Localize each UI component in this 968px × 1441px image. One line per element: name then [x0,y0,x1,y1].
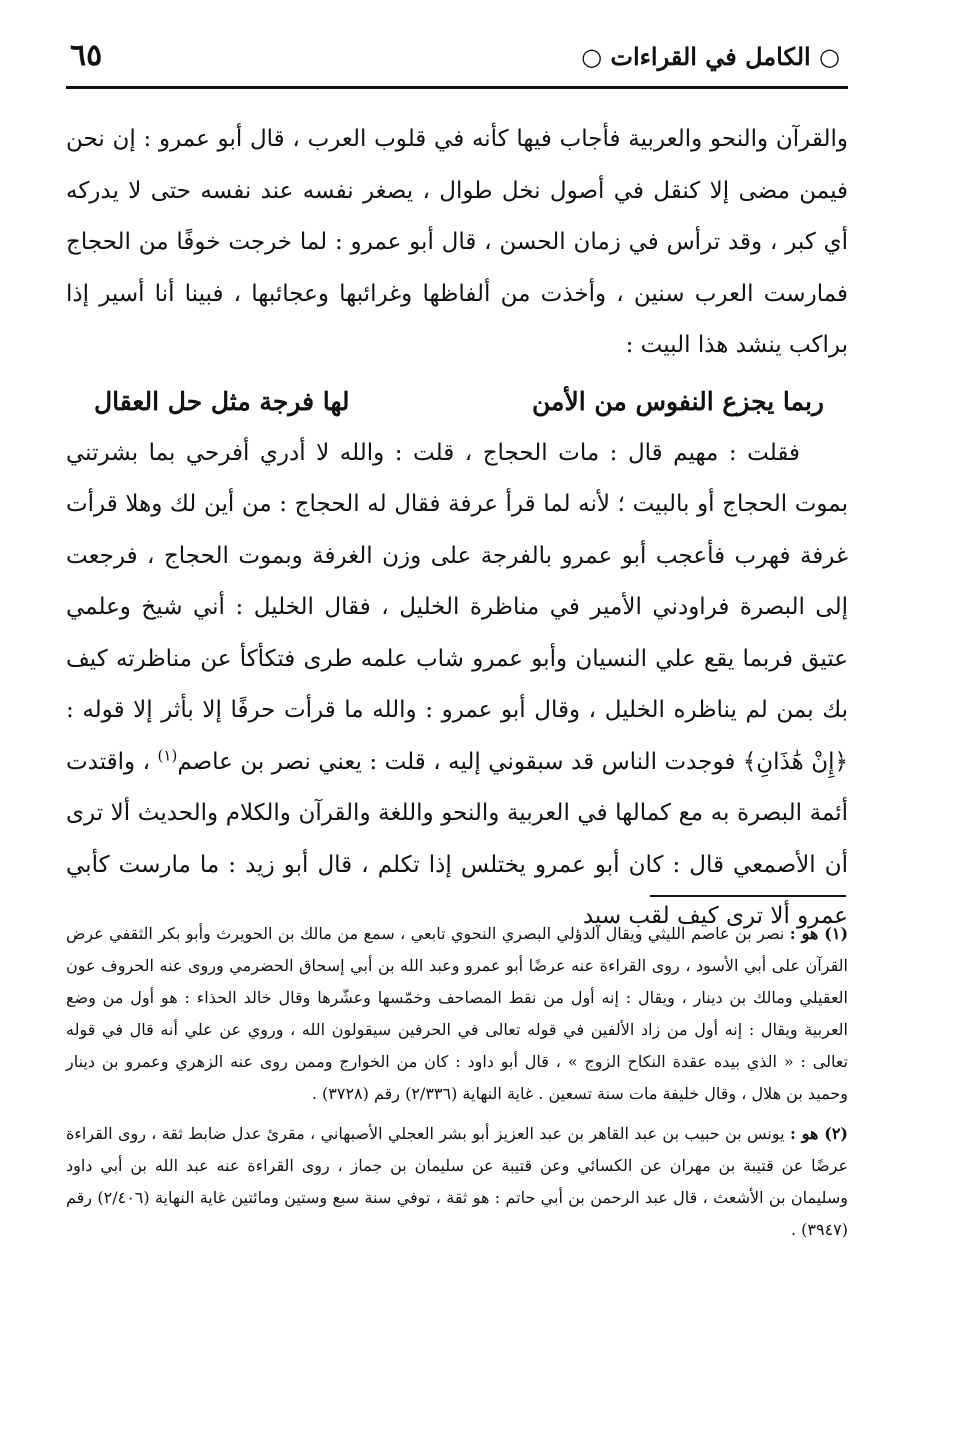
footnote-2 [66,1118,848,1246]
poem-verse [66,376,848,428]
quran-quote: ﴿إِنْ هَٰذَانِ﴾ [742,748,849,775]
paragraph-2 [66,428,848,943]
paragraph-2-text-a: فقلت : مهيم قال : مات الحجاج ، قلت : والله لا أدري أفرحي بما بشرتني بموت الحجاج أو بالبيت ؛ لأنه لما قرأ عرفة فقال له الحجاج : من أين لك وهلا قرأت غرفة فهرب فأعجب أبو عمرو بالفرجة على وزن الغرفة وبموت الحجاج ، فرجعت إلى البصرة فراودني الأمير في مناظرة الخليل ، فقال الخليل : أني شيخ وعلمي عتيق فربما يقع علي النسيان وأبو عمرو شاب علمه طرى فتكأكأ عن مناظرته كيف بك بمن لم يناظره الخليل ، وقال أبو عمرو : والله ما قرأت حرفًا إلا بأثر إلا قوله : [66,439,848,723]
page-header [66,36,848,89]
running-title: ○ الكامل في القراءات ○ [581,42,840,71]
verse-first-hemistich: ربما يجزع النفوس من الأمن [532,386,824,416]
footnote-1-marker: (١) هو : [789,924,849,943]
main-text [66,114,848,943]
footnote-2-marker: (٢) هو : [789,1124,848,1143]
paragraph-1: والقرآن والنحو والعربية فأجاب فيها كأنه في قلوب العرب ، قال أبو عمرو : إن نحن فيمن مضى إلا كنقل في أصول نخل طوال ، يصغر نفسه عند نفسه حتى لا يدركه أي كبر ، وقد ترأس في زمان الحسن ، قال أبو عمرو : لما خرجت خوفًا من الحجاج فمارست العرب سنين ، وأخذت من ألفاظها وغرائبها وعجائبها ، فبينا أنا أسير إذا براكب ينشد هذا البيت : [66,126,848,358]
footnote-1-text: نصر بن عاصم الليثي ويقال الدؤلي البصري النحوي تابعي ، سمع من مالك بن الحويرث وأبو بكر الثقفي عرض القرآن على أبي الأسود ، روى القراءة عنه عرضًا أبو عمرو وعبد الله بن أبي إسحاق الحضرمي وروى عنه الحروف عون العقيلي ومالك بن دينار ، ويقال : إنه أول من نقط المصاحف وخمّسها وعشّرها وقال خالد الحذاء : هو أول من وضع العربية ويقال : إنه أول من زاد الألفين في قوله تعالى في الحرفين سيقولون الله ، وروي عن علي أنه قال في قوله تعالى : « الذي بيده عقدة النكاح الزوج » ، قال أبو داود : كان من الخوارج وممن روى عنه الزهري وعمرو بن دينار وحميد بن هلال ، وقال خليفة مات سنة تسعين . غاية النهاية (٢/٣٣٦) رقم (٣٧٢٨) . [66,924,848,1103]
footnotes-section [66,918,848,1254]
paragraph-2-text-b: فوجدت الناس قد سبقوني إليه ، قلت : يعني نصر بن عاصم [177,748,736,775]
verse-second-hemistich: لها فرجة مثل حل العقال [94,386,350,416]
footnote-2-text: يونس بن حبيب بن عبد القاهر بن عبد العزيز أبو بشر العجلي الأصبهاني ، مقرئ عدل ضابط ثقة ، روى القراءة عرضًا عن قتيبة بن مهران عن الكسائي وعن قتيبة عن سليمان بن جماز ، روى القراءة عنه عبد الله بن أبي داود وسليمان بن الأشعث ، قال عبد الرحمن بن أبي حاتم : هو ثقة ، توفي سنة سبع وستين ومائتين غاية النهاية (٢/٤٠٦) رقم (٣٩٤٧) . [66,1124,848,1239]
footnote-reference: (١) [157,745,178,764]
footnote-1 [66,918,848,1110]
paragraph-2-text-c: ، واقتدت أئمة البصرة به مع كمالها في العربية والنحو واللغة والقرآن والكلام والحديث ألا ترى أن الأصمعي قال : كان أبو عمرو يختلس إذا تكلم ، قال أبو زيد : ما مارست كأبي عمرو ألا ترى كيف لقب سيد [66,748,848,929]
footnote-divider [650,895,846,897]
page-number: ٦٥ [70,38,103,73]
